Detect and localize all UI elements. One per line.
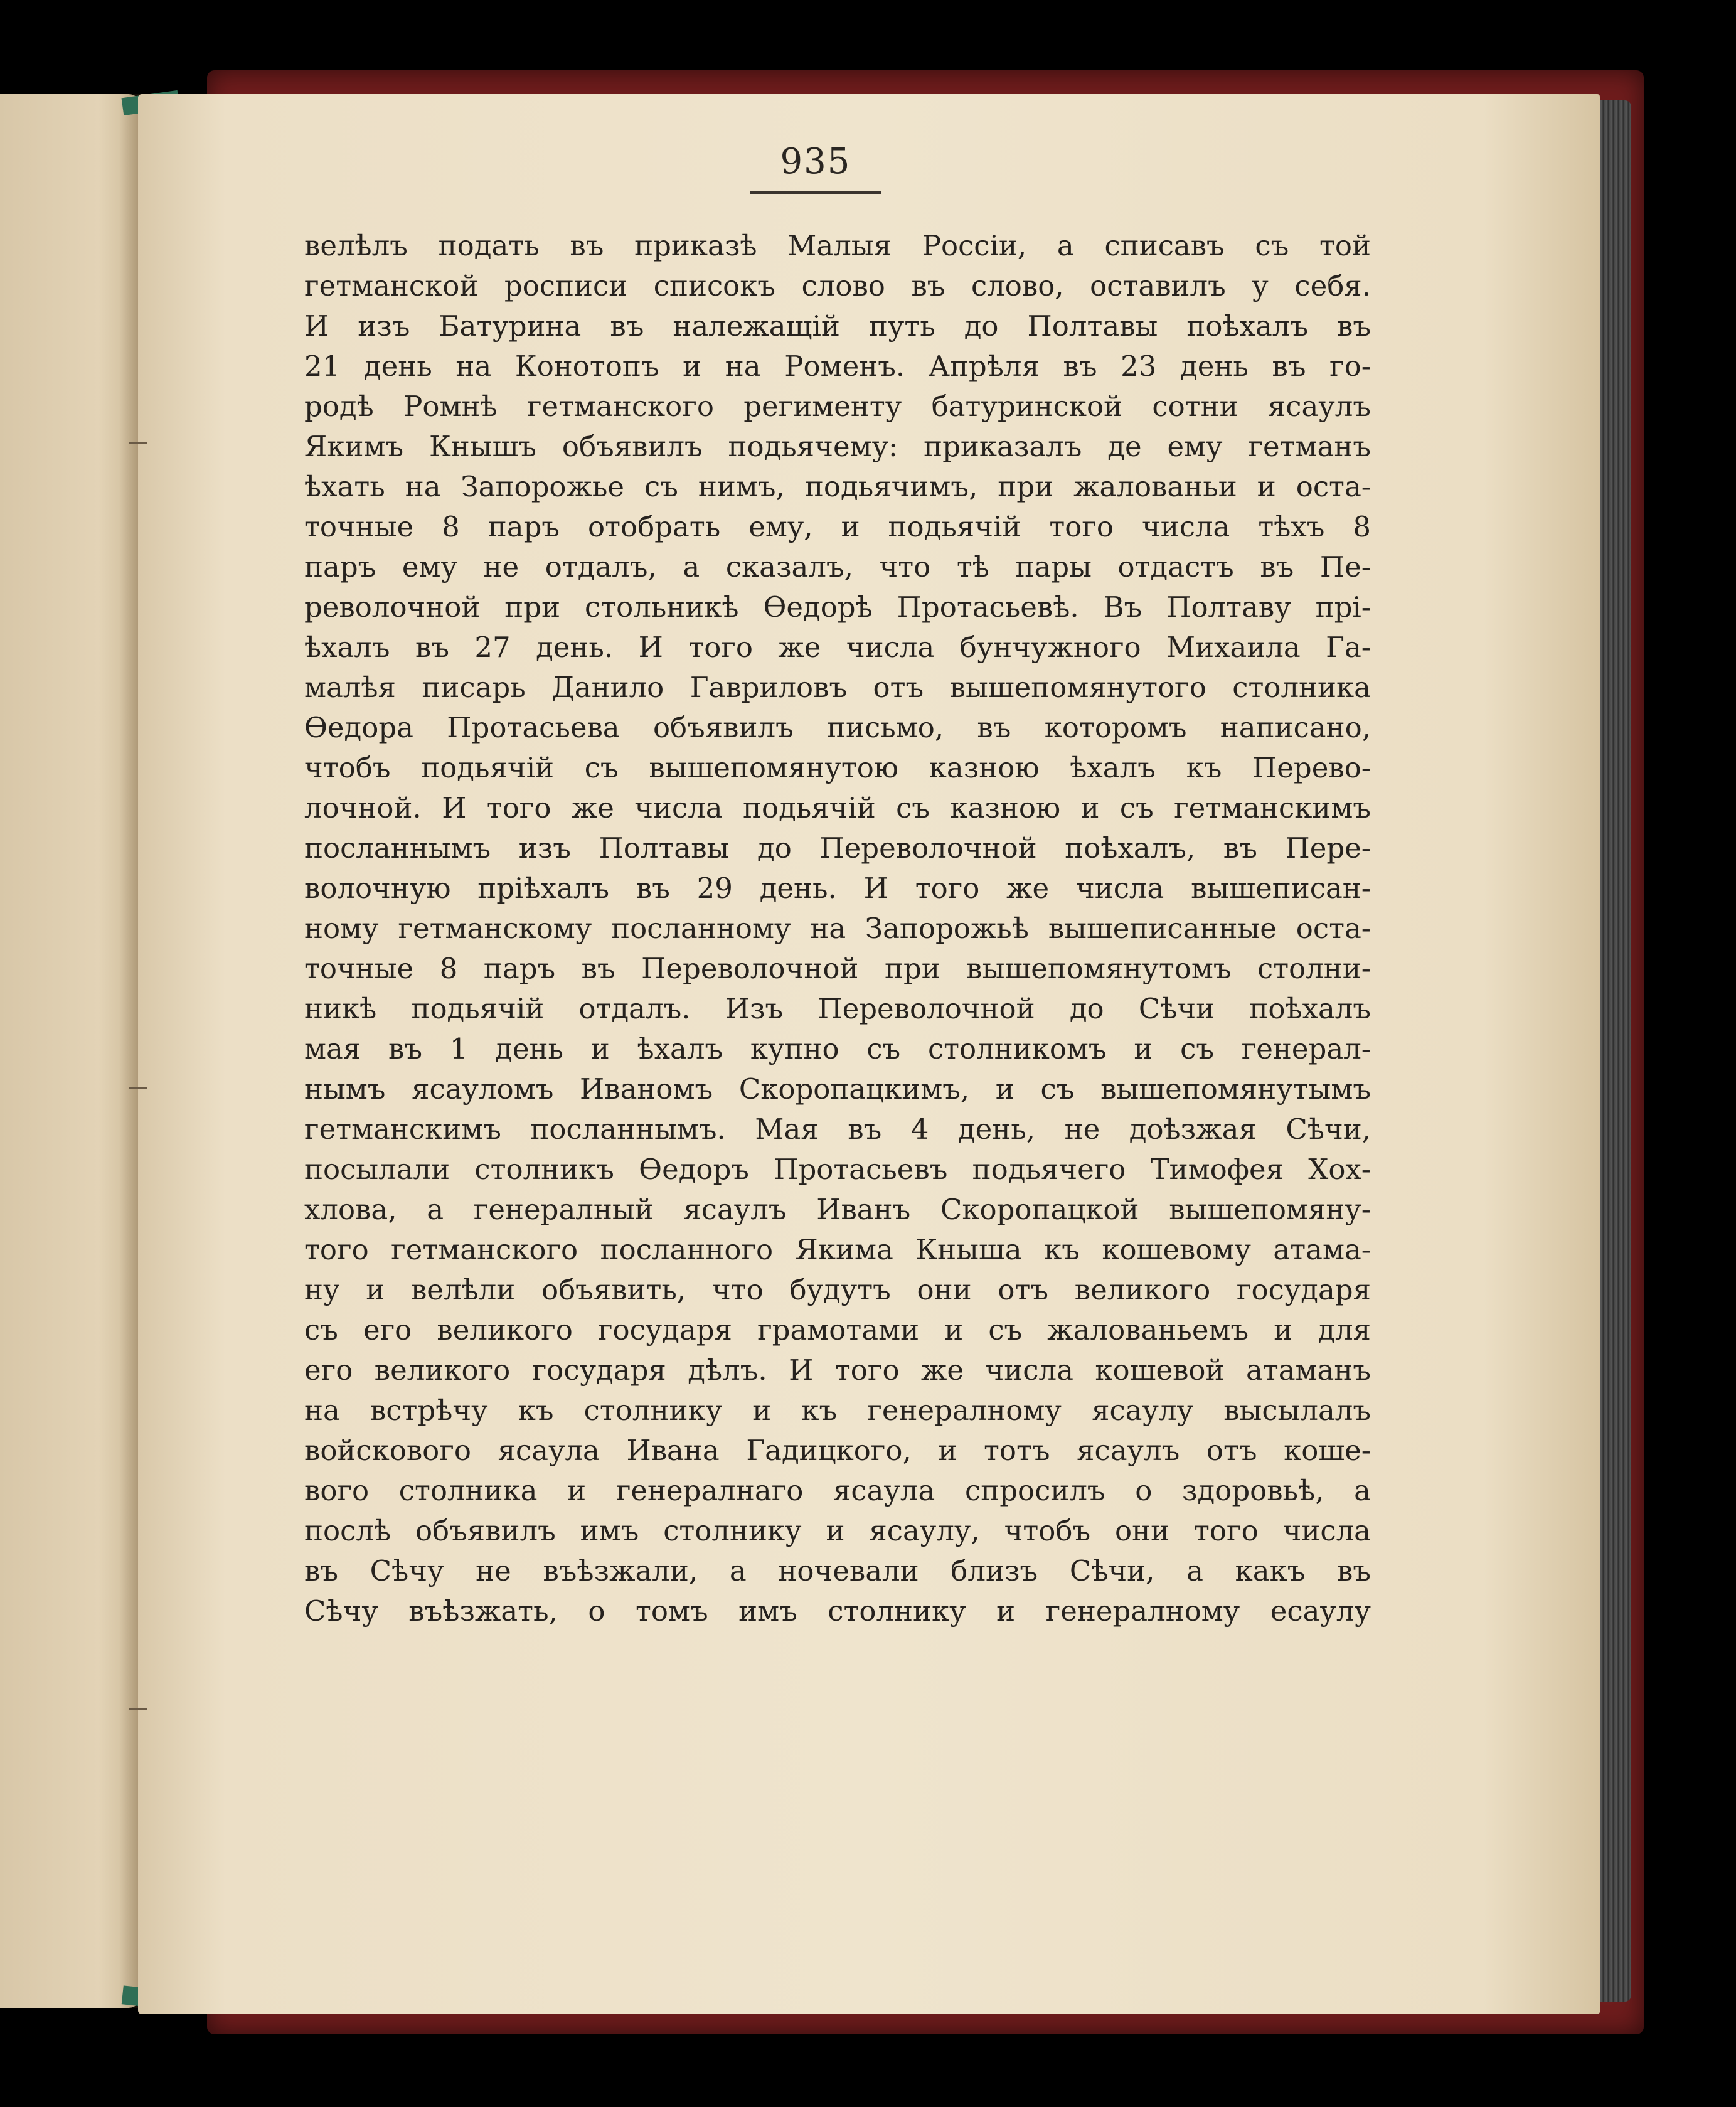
- text-line: лочной. И того же числа подьячій съ казною и съ гетманскимъ: [304, 791, 1371, 824]
- text-line: гетманскимъ посланнымъ. Мая въ 4 день, не доѣзжая Сѣчи,: [304, 1112, 1371, 1146]
- text-line: точные 8 паръ отобрать ему, и подьячій того числа тѣхъ 8: [304, 510, 1371, 543]
- text-line: въ Сѣчу не въѣзжали, а ночевали близъ Сѣчи, а какъ въ: [304, 1554, 1371, 1587]
- text-line: хлова, а генералный ясаулъ Иванъ Скоропацкой вышепомяну-: [304, 1193, 1371, 1226]
- text-line: ѣхалъ въ 27 день. И того же числа бунчужного Михаила Га-: [304, 631, 1371, 664]
- text-line: чтобъ подьячій съ вышепомянутою казною ѣхалъ къ Перево-: [304, 751, 1371, 784]
- text-line: И изъ Батурина въ належащій путь до Полтавы поѣхалъ въ: [304, 309, 1371, 343]
- text-line: велѣлъ подать въ приказѣ Малыя Россіи, а списавъ съ той: [304, 229, 1371, 262]
- text-line: револочной при стольникѣ Ѳедорѣ Протасьевѣ. Въ Полтаву прі-: [304, 590, 1371, 624]
- text-line: послѣ объявилъ имъ столнику и ясаулу, чтобъ они того числа: [304, 1514, 1371, 1547]
- margin-mark: [129, 442, 147, 444]
- text-line: того гетманского посланного Якима Кныша къ кошевому атама-: [304, 1233, 1371, 1266]
- text-line: посланнымъ изъ Полтавы до Переволочной поѣхалъ, въ Пере-: [304, 831, 1371, 865]
- text-line: никѣ подьячій отдалъ. Изъ Переволочной до Сѣчи поѣхалъ: [304, 992, 1371, 1025]
- text-line: его великого государя дѣлъ. И того же числа кошевой атаманъ: [304, 1353, 1371, 1387]
- text-line: гетманской росписи списокъ слово въ слово, оставилъ у себя.: [304, 269, 1371, 302]
- text-line: посылали столникъ Ѳедоръ Протасьевъ подьячего Тимофея Хох-: [304, 1153, 1371, 1186]
- text-line: ному гетманскому посланному на Запорожьѣ вышеписанные оста-: [304, 912, 1371, 945]
- text-line: Якимъ Кнышъ объявилъ подьячему: приказалъ де ему гетманъ: [304, 430, 1371, 463]
- page-number-underline: [750, 191, 881, 194]
- body-text: [304, 226, 1371, 1631]
- text-line: волочную пріѣхалъ въ 29 день. И того же числа вышеписан-: [304, 872, 1371, 905]
- text-line: паръ ему не отдалъ, а сказалъ, что тѣ пары отдастъ въ Пе-: [304, 550, 1371, 584]
- text-line: Сѣчу въѣзжать, о томъ имъ столнику и генералному есаулу: [304, 1594, 1371, 1628]
- text-line: ѣхать на Запорожье съ нимъ, подьячимъ, при жалованьи и оста-: [304, 470, 1371, 503]
- text-line: на встрѣчу къ столнику и къ генералному ясаулу высылалъ: [304, 1394, 1371, 1427]
- text-line: вого столника и генералнаго ясаула спросилъ о здоровьѣ, а: [304, 1474, 1371, 1507]
- page-number: 935: [780, 141, 851, 182]
- text-line: Ѳедора Протасьева объявилъ письмо, въ которомъ написано,: [304, 711, 1371, 744]
- text-line: съ его великого государя грамотами и съ жалованьемъ и для: [304, 1313, 1371, 1347]
- text-line: мая въ 1 день и ѣхалъ купно съ столникомъ и съ генерал-: [304, 1032, 1371, 1065]
- text-line: войскового ясаула Ивана Гадицкого, и тотъ ясаулъ отъ коше-: [304, 1434, 1371, 1467]
- margin-mark: [129, 1708, 147, 1710]
- text-line: малѣя писарь Данило Гавриловъ отъ вышепомянутого столника: [304, 671, 1371, 704]
- text-line: точные 8 паръ въ Переволочной при вышепомянутомъ столни-: [304, 952, 1371, 985]
- text-line: ну и велѣли объявить, что будутъ они отъ великого государя: [304, 1273, 1371, 1306]
- margin-mark: [129, 1087, 147, 1089]
- text-line: родѣ Ромнѣ гетманского регименту батуринской сотни ясаулъ: [304, 390, 1371, 423]
- text-line: 21 день на Конотопъ и на Роменъ. Апрѣля въ 23 день въ го-: [304, 349, 1371, 383]
- text-line: нымъ ясауломъ Иваномъ Скоропацкимъ, и съ вышепомянутымъ: [304, 1072, 1371, 1106]
